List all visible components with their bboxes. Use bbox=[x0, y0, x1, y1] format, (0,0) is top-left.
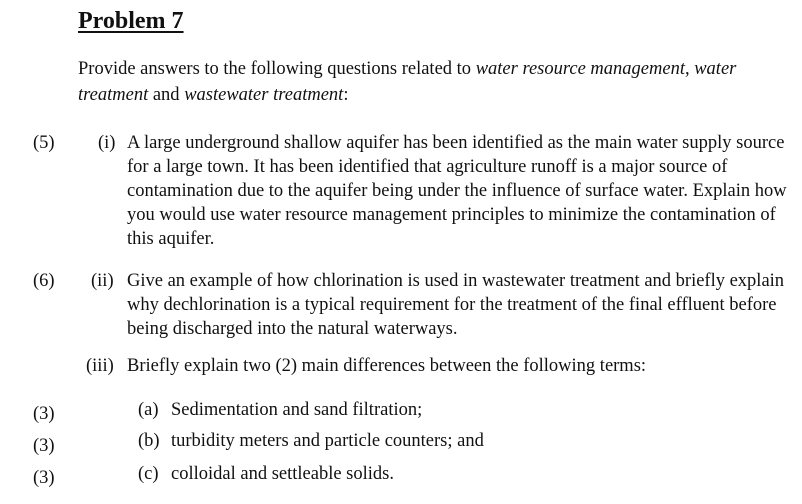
part-a-label: (a) bbox=[138, 400, 159, 420]
part-c-label: (c) bbox=[138, 464, 159, 484]
part-b-marks: (3) bbox=[33, 436, 55, 456]
question-1-marks: (5) bbox=[33, 133, 55, 153]
question-2-marks: (6) bbox=[33, 271, 55, 291]
question-2-number: (ii) bbox=[91, 271, 114, 291]
part-a-text: Sedimentation and sand filtration; bbox=[171, 400, 423, 420]
intro-topic-1: water resource management bbox=[475, 59, 685, 79]
question-1-number: (i) bbox=[98, 133, 116, 153]
part-b-text: turbidity meters and particle counters; and bbox=[171, 431, 484, 451]
problem-intro bbox=[78, 56, 798, 108]
part-c-marks: (3) bbox=[33, 468, 55, 488]
intro-topic-3: wastewater treatment bbox=[184, 85, 344, 105]
question-1-text: A large underground shallow aquifer has been identified as the main water supply source for a large town. It has been identified that agriculture runoff is a major source of contamination due to the aquifer being under the influence of surface water. Explain how you would use water resource management principles to minimize the contamination of this aquifer. bbox=[127, 133, 787, 249]
part-a-marks: (3) bbox=[33, 404, 55, 424]
part-c-text: colloidal and settleable solids. bbox=[171, 464, 394, 484]
intro-topic-2: water treatment bbox=[78, 59, 737, 105]
intro-lead: Provide answers to the following questions related to bbox=[78, 59, 476, 79]
intro-tail: : bbox=[343, 85, 349, 105]
intro-separator-2: and bbox=[148, 85, 185, 105]
problem-title: Problem 7 bbox=[78, 8, 184, 34]
question-3-text: Briefly explain two (2) main differences between the following terms: bbox=[127, 356, 647, 376]
question-2-text: Give an example of how chlorination is used in wastewater treatment and briefly explain why dechlorination is a typical requirement for the treatment of the final effluent before being discharged into the natural waterways. bbox=[127, 271, 785, 339]
part-b-label: (b) bbox=[138, 431, 160, 451]
question-3-number: (iii) bbox=[86, 356, 114, 376]
intro-separator-1: , bbox=[684, 59, 695, 79]
